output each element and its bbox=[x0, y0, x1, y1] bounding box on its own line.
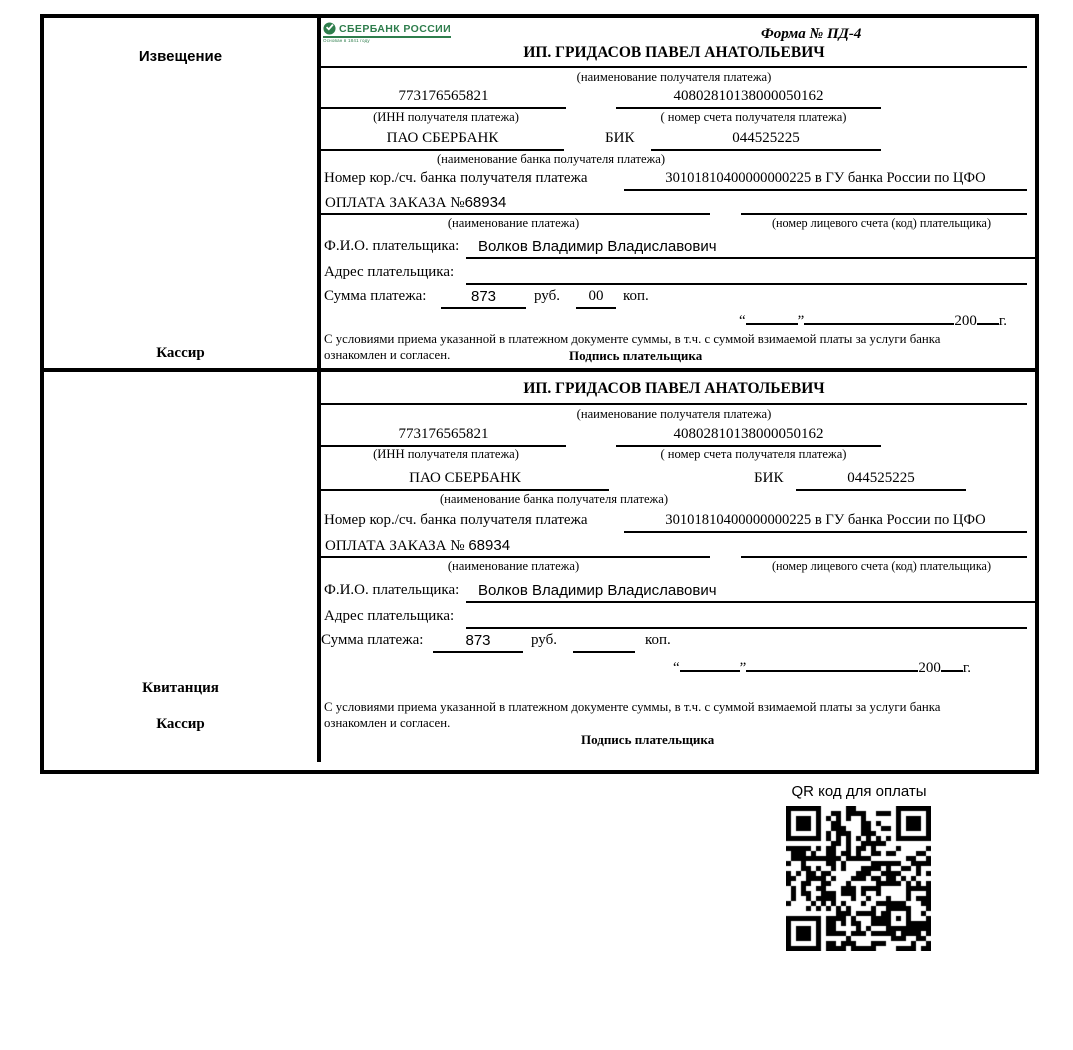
quote-close: ” bbox=[797, 313, 805, 329]
payer-address-blank-line bbox=[466, 606, 1027, 629]
payer-address-label: Адрес плательщика: bbox=[324, 608, 455, 624]
year-suffix: г. bbox=[962, 660, 972, 676]
receipt-section bbox=[44, 368, 1035, 762]
bank-name-value: ПАО СБЕРБАНК bbox=[321, 468, 609, 491]
rub-label: руб. bbox=[534, 288, 560, 304]
payer-fio-value: Волков Владимир Владиславович bbox=[466, 580, 1039, 603]
kop-label: коп. bbox=[645, 632, 671, 648]
payer-fio-label: Ф.И.О. плательщика: bbox=[324, 582, 460, 598]
agreement-line2: ознакомлен и согласен. bbox=[324, 716, 451, 730]
personal-account-blank-line bbox=[741, 192, 1027, 215]
bik-label: БИК bbox=[605, 130, 635, 146]
corr-account-value: 30101810400000000225 в ГУ банка России по ЦФО bbox=[624, 168, 1027, 191]
payment-order-number: 68934 bbox=[468, 537, 511, 554]
payer-fio-label: Ф.И.О. плательщика: bbox=[324, 238, 460, 254]
bank-caption: (наименование банка получателя платежа) bbox=[439, 492, 669, 506]
quote-open: “ bbox=[673, 660, 680, 676]
bik-value: 044525225 bbox=[796, 468, 966, 491]
bank-name-value: ПАО СБЕРБАНК bbox=[321, 128, 564, 151]
payment-order-number: 68934 bbox=[464, 194, 507, 211]
year-prefix: 200 bbox=[954, 313, 977, 329]
amount-label: Сумма платежа: bbox=[324, 288, 427, 304]
payment-caption: (наименование платежа) bbox=[447, 216, 580, 230]
notice-main-column bbox=[321, 18, 1027, 368]
inn-caption: (ИНН получателя платежа) bbox=[373, 110, 519, 124]
payee-name: ИП. ГРИДАСОВ ПАВЕЛ АНАТОЛЬЕВИЧ bbox=[523, 380, 825, 397]
notice-cashier-label: Кассир bbox=[156, 345, 205, 361]
date-day-blank bbox=[680, 656, 740, 672]
payee-caption: (наименование получателя платежа) bbox=[576, 407, 772, 421]
date-year-blank bbox=[977, 309, 999, 325]
amount-kop-value: 00 bbox=[576, 286, 616, 309]
form-number-label: Форма № ПД-4 bbox=[761, 26, 862, 42]
agreement-line1: С условиями приема указанной в платежном документе суммы, в т.ч. с суммой взимаемой платы за услуги банка bbox=[324, 332, 941, 346]
notice-section bbox=[44, 18, 1035, 368]
receipt-main-column bbox=[321, 372, 1027, 762]
payer-address-label: Адрес плательщика: bbox=[324, 264, 455, 280]
date-day-blank bbox=[746, 309, 798, 325]
divider-line bbox=[321, 403, 1027, 405]
corr-account-value: 30101810400000000225 в ГУ банка России по ЦФО bbox=[624, 510, 1027, 533]
receipt-title: Квитанция bbox=[142, 680, 219, 696]
bik-label: БИК bbox=[754, 470, 784, 486]
personal-account-caption: (номер лицевого счета (код) плательщика) bbox=[771, 559, 992, 573]
kop-label: коп. bbox=[623, 288, 649, 304]
qr-code-label: QR код для оплаты bbox=[791, 783, 927, 800]
date-line bbox=[739, 309, 1007, 330]
notice-title: Извещение bbox=[138, 48, 223, 65]
bik-value: 044525225 bbox=[651, 128, 881, 151]
amount-label: Сумма платежа: bbox=[321, 632, 424, 648]
date-year-blank bbox=[941, 656, 963, 672]
payment-name-value bbox=[321, 535, 710, 558]
sberbank-logo-icon bbox=[323, 22, 336, 35]
notice-side-column bbox=[44, 18, 321, 368]
corr-account-label: Номер кор./сч. банка получателя платежа bbox=[324, 170, 588, 186]
inn-caption: (ИНН получателя платежа) bbox=[373, 447, 519, 461]
payer-fio-value: Волков Владимир Владиславович bbox=[466, 236, 1039, 259]
divider-line bbox=[321, 66, 1027, 68]
amount-rub-value: 873 bbox=[433, 630, 523, 653]
payment-name-label: ОПЛАТА ЗАКАЗА № bbox=[325, 538, 469, 554]
account-caption: ( номер счета получателя платежа) bbox=[660, 110, 847, 124]
sberbank-logo-text: СБЕРБАНК РОССИИ bbox=[339, 22, 452, 35]
date-month-blank bbox=[804, 309, 954, 325]
receipt-cashier-label: Кассир bbox=[156, 716, 205, 732]
payee-caption: (наименование получателя платежа) bbox=[576, 70, 772, 84]
sberbank-logo-subtext: Основан в 1841 году bbox=[323, 38, 370, 43]
payee-name: ИП. ГРИДАСОВ ПАВЕЛ АНАТОЛЬЕВИЧ bbox=[523, 44, 825, 61]
payer-address-blank-line bbox=[466, 262, 1027, 285]
sberbank-logo bbox=[323, 22, 451, 43]
signature-label: Подпись плательщика bbox=[569, 348, 703, 363]
signature-label: Подпись плательщика bbox=[581, 732, 715, 747]
receipt-side-column bbox=[44, 372, 321, 762]
year-suffix: г. bbox=[998, 313, 1008, 329]
inn-value: 773176565821 bbox=[321, 86, 566, 109]
account-caption: ( номер счета получателя платежа) bbox=[660, 447, 847, 461]
corr-account-label: Номер кор./сч. банка получателя платежа bbox=[324, 512, 588, 528]
pd4-form bbox=[40, 14, 1039, 774]
year-prefix: 200 bbox=[918, 660, 941, 676]
account-value: 40802810138000050162 bbox=[616, 424, 881, 447]
quote-open: “ bbox=[739, 313, 746, 329]
quote-close: ” bbox=[739, 660, 747, 676]
date-line bbox=[673, 656, 971, 677]
agreement-line2: ознакомлен и согласен. bbox=[324, 348, 451, 362]
bank-caption: (наименование банка получателя платежа) bbox=[436, 152, 666, 166]
payment-name-label: ОПЛАТА ЗАКАЗА № bbox=[325, 195, 465, 211]
qr-code bbox=[786, 806, 931, 951]
inn-value: 773176565821 bbox=[321, 424, 566, 447]
personal-account-blank-line bbox=[741, 535, 1027, 558]
payment-name-value bbox=[321, 192, 710, 215]
payment-caption: (наименование платежа) bbox=[447, 559, 580, 573]
amount-rub-value: 873 bbox=[441, 286, 526, 309]
agreement-line1: С условиями приема указанной в платежном документе суммы, в т.ч. с суммой взимаемой платы за услуги банка bbox=[324, 700, 941, 714]
account-value: 40802810138000050162 bbox=[616, 86, 881, 109]
date-month-blank bbox=[746, 656, 918, 672]
personal-account-caption: (номер лицевого счета (код) плательщика) bbox=[771, 216, 992, 230]
amount-kop-value bbox=[573, 630, 635, 653]
rub-label: руб. bbox=[531, 632, 557, 648]
